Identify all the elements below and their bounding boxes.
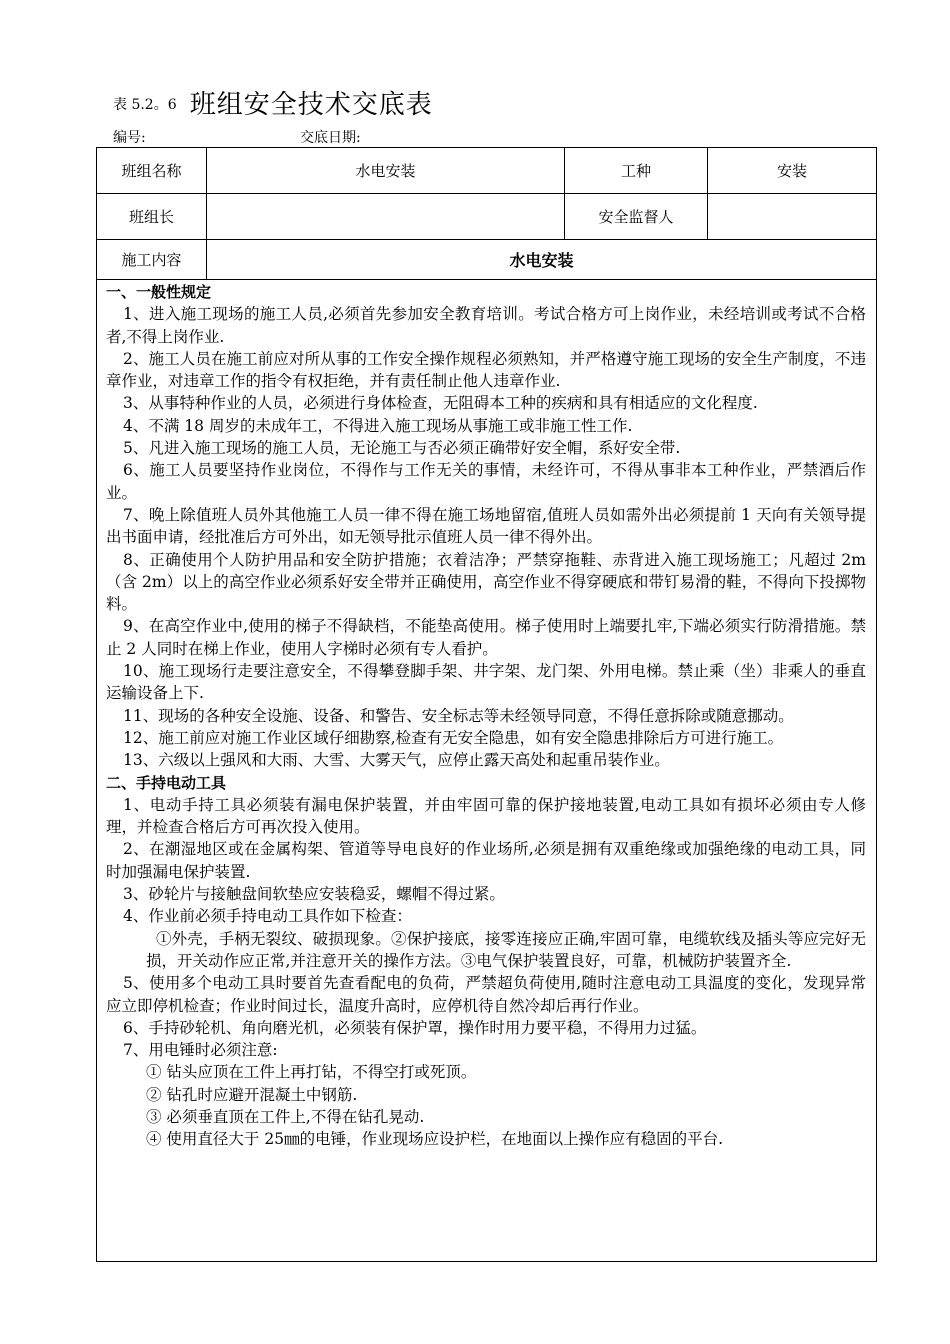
- safety-supervisor-value: [708, 194, 876, 239]
- team-info-row: [97, 148, 876, 194]
- general-rule: 1、进入施工现场的施工人员,必须首先参加安全教育培训。考试合格方可上岗作业，未经培训或考试不合格者,不得上岗作业.: [106, 305, 866, 346]
- work-content-row: [97, 240, 876, 280]
- power-tool-rule: 2、在潮湿地区或在金属构架、管道等导电良好的作业场所,必须是拥有双重绝缘或加强绝缘的电动工具，同时加强漏电保护装置.: [106, 840, 866, 881]
- hammer-drill-item: ① 钻头应顶在工件上再打钻，不得空打或死顶。: [146, 1063, 477, 1082]
- team-name-label: 班组名称: [97, 148, 207, 193]
- general-rule: 7、晚上除值班人员外其他施工人员一律不得在施工场地留宿,值班人员如需外出必须提前 1 天向有关领导提出书面申请，经批准后方可外出，如无领导批示值班人员一律不得外出。: [106, 505, 866, 547]
- power-tool-rule: 3、砂轮片与接触盘间软垫应安装稳妥，螺帽不得过紧。: [123, 885, 505, 904]
- general-rule: 6、施工人员要坚持作业岗位，不得作与工作无关的事情，未经许可，不得从事非本工种作业，严禁酒后作业。: [106, 461, 866, 502]
- power-tool-rule: 4、作业前必须手持电动工具作如下检查：: [123, 907, 412, 926]
- work-content-value: 水电安装: [509, 251, 574, 270]
- general-rule: 13、六级以上强风和大雨、大雪、大雾天气，应停止露天高处和起重吊装作业。: [123, 751, 670, 770]
- briefing-body: [106, 281, 866, 1151]
- general-rule: 11、现场的各种安全设施、设备、和警告、安全标志等未经领导同意，不得任意拆除或随意挪动。: [123, 706, 794, 725]
- hammer-drill-item: ④ 使用直径大于 25㎜的电锤，作业现场应设护栏，在地面以上操作应有稳固的平台.: [146, 1130, 724, 1149]
- document-header: [113, 84, 433, 121]
- trade-label: 工种: [565, 148, 708, 193]
- section-power-tools-title: 二、手持电动工具: [106, 773, 227, 792]
- power-tool-rule: 6、手持砂轮机、角向磨光机，必须装有保护罩，操作时用力要平稳，不得用力过猛。: [123, 1018, 707, 1037]
- general-rule: 2、施工人员在施工前应对所从事的工作安全操作规程必须熟知，并严格遵守施工现场的安全生产制度，不违章作业，对违章工作的指令有权拒绝，并有责任制止他人违章作业.: [106, 349, 866, 391]
- power-tool-rule: 5、使用多个电动工具时要首先查看配电的负荷，严禁超负荷使用,随时注意电动工具温度的变化，发现异常应立即停机检查；作业时间过长，温度升高时，应停机待自然冷却后再行作业。: [106, 974, 866, 1015]
- team-name-value: 水电安装: [207, 148, 565, 193]
- table-number: 表 5.2。6: [113, 97, 177, 113]
- general-rule: 10、施工现场行走要注意安全，不得攀登脚手架、井字架、龙门架、外用电梯。禁止乘（坐）非乘人的垂直运输设备上下.: [106, 662, 866, 703]
- general-rule: 3、从事特种作业的人员，必须进行身体检查，无阻碍本工种的疾病和具有相适应的文化程度.: [123, 394, 758, 413]
- handover-date-label: 交底日期:: [300, 130, 361, 146]
- general-rule: 12、施工前应对施工作业区域仔细勘察,检查有无安全隐患，如有安全隐患排除后方可进行施工。: [123, 728, 784, 747]
- power-tool-rule: 1、电动手持工具必须装有漏电保护装置，并由牢固可靠的保护接地装置,电动工具如有损坏必须由专人修理，并检查合格后方可再次投入使用。: [106, 795, 866, 837]
- serial-number-label: 编号:: [113, 130, 146, 146]
- general-rule: 8、正确使用个人防护用品和安全防护措施；衣着洁净；严禁穿拖鞋、赤背进入施工现场施工；凡超过 2m（含 2m）以上的高空作业必须系好安全带并正确使用，高空作业不得穿硬底和带钉易滑的鞋，不得向下投掷物料。: [106, 550, 866, 614]
- team-leader-label: 班组长: [97, 194, 207, 239]
- trade-value: 安装: [776, 162, 807, 180]
- safety-briefing-form: [96, 147, 877, 1262]
- general-rule: 5、凡进入施工现场的施工人员，无论施工与否必须正确带好安全帽，系好安全带.: [123, 439, 681, 458]
- section-general-title: 一、一般性规定: [106, 283, 212, 301]
- team-leader-value: [207, 194, 565, 239]
- safety-supervisor-label: 安全监督人: [565, 194, 708, 239]
- power-tool-rule: 7、用电锤时必须注意:: [123, 1041, 278, 1060]
- document-title: 班组安全技术交底表: [189, 90, 433, 120]
- work-content-label: 施工内容: [97, 240, 207, 279]
- team-leader-row: [97, 194, 876, 240]
- general-rule: 4、不满 18 周岁的未成年工，不得进入施工现场从事施工或非施工性工作.: [123, 416, 633, 435]
- pre-work-checklist: ①外壳，手柄无裂纹、破损现象。②保护接底，接零连接应正确,牢固可靠，电缆软线及插头等应完好无损，开关动作应正常,并注意开关的操作方法。③电气保护装置良好，可靠，机械防护装置齐全.: [146, 929, 866, 970]
- hammer-drill-item: ③ 必须垂直顶在工件上,不得在钻孔晃动.: [146, 1107, 425, 1126]
- general-rule: 9、在高空作业中,使用的梯子不得缺档，不能垫高使用。梯子使用时上端要扎牢,下端必须实行防滑措施。禁止 2 人同时在梯上作业，使用人字梯时必须有专人看护。: [106, 617, 866, 658]
- hammer-drill-item: ② 钻孔时应避开混凝土中钢筋.: [146, 1085, 358, 1104]
